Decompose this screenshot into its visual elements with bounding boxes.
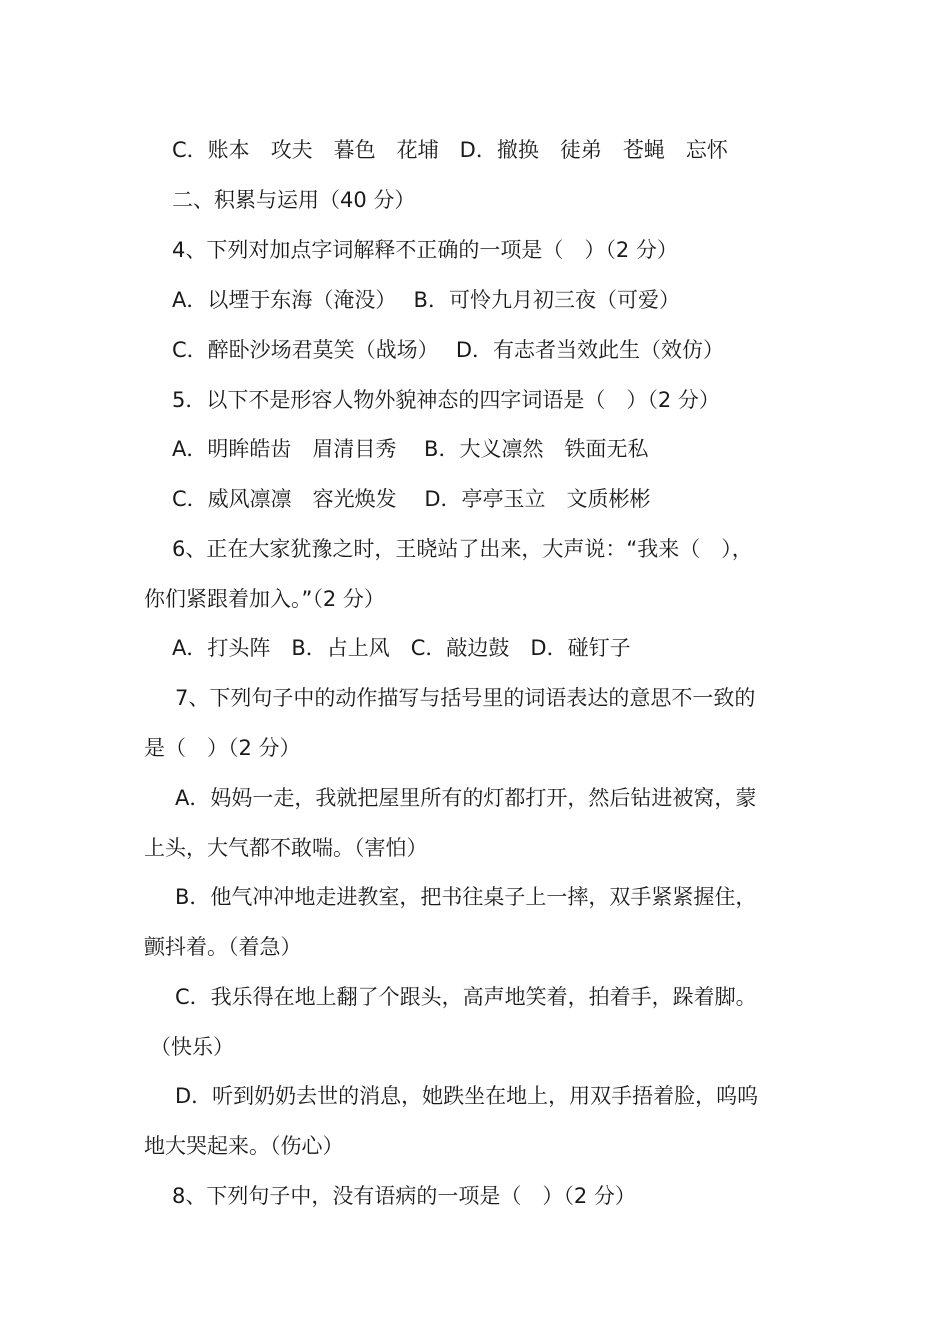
question-7-option-a: A．妈妈一走，我就把屋里所有的灯都打开，然后钻进被窝，蒙 <box>175 786 757 810</box>
question-5: 5．以下不是形容人物外貌神态的四字词语是（ ）（2 分） <box>172 388 720 412</box>
question-7: 7、下列句子中的动作描写与括号里的词语表达的意思不一致的 <box>175 686 756 710</box>
question-5-options-cd: C．威风凛凛 容光焕发 D．亭亭玉立 文质彬彬 <box>172 487 651 511</box>
question-7-option-a-cont: 上头，大气都不敢喘。（害怕） <box>144 836 428 860</box>
question-5-options-ab: A．明眸皓齿 眉清目秀 B．大义凛然 铁面无私 <box>172 437 649 461</box>
question-6-cont: 你们紧跟着加入。”（2 分） <box>144 587 385 611</box>
section-heading: 二、积累与运用（40 分） <box>172 188 416 212</box>
question-7-option-d: D．听到奶奶去世的消息，她跌坐在地上，用双手捂着脸，呜呜 <box>175 1084 759 1108</box>
question-7-option-c-cont: （快乐） <box>150 1035 234 1059</box>
question-7-cont: 是（ ）（2 分） <box>144 736 301 760</box>
question-4-options-cd: C．醉卧沙场君莫笑（战场） D．有志者当效此生（效仿） <box>172 338 725 362</box>
question-7-option-d-cont: 地大哭起来。（伤心） <box>144 1134 344 1158</box>
question-6: 6、正在大家犹豫之时，王晓站了出来，大声说：“我来（ ）， <box>172 537 753 561</box>
question-4-options-ab: A．以堙于东海（淹没） B．可怜九月初三夜（可爱） <box>172 288 680 312</box>
question-7-option-b: B．他气冲冲地走进教室，把书往桌子上一摔，双手紧紧握住， <box>175 885 757 909</box>
question-8: 8、下列句子中，没有语病的一项是（ ）（2 分） <box>172 1184 636 1208</box>
question-7-option-b-cont: 颤抖着。（着急） <box>144 935 302 959</box>
question-6-options: A．打头阵 B．占上风 C．敲边鼓 D．碰钉子 <box>172 636 631 660</box>
question-7-option-c: C．我乐得在地上翻了个跟头，高声地笑着，拍着手，跺着脚。 <box>175 985 757 1009</box>
question-4: 4、下列对加点字词解释不正确的一项是（ ）（2 分） <box>172 238 678 262</box>
text-line-options-c-d: C．账本 攻夫 暮色 花埔 D．撤换 徒弟 苍蝇 忘怀 <box>172 138 728 162</box>
